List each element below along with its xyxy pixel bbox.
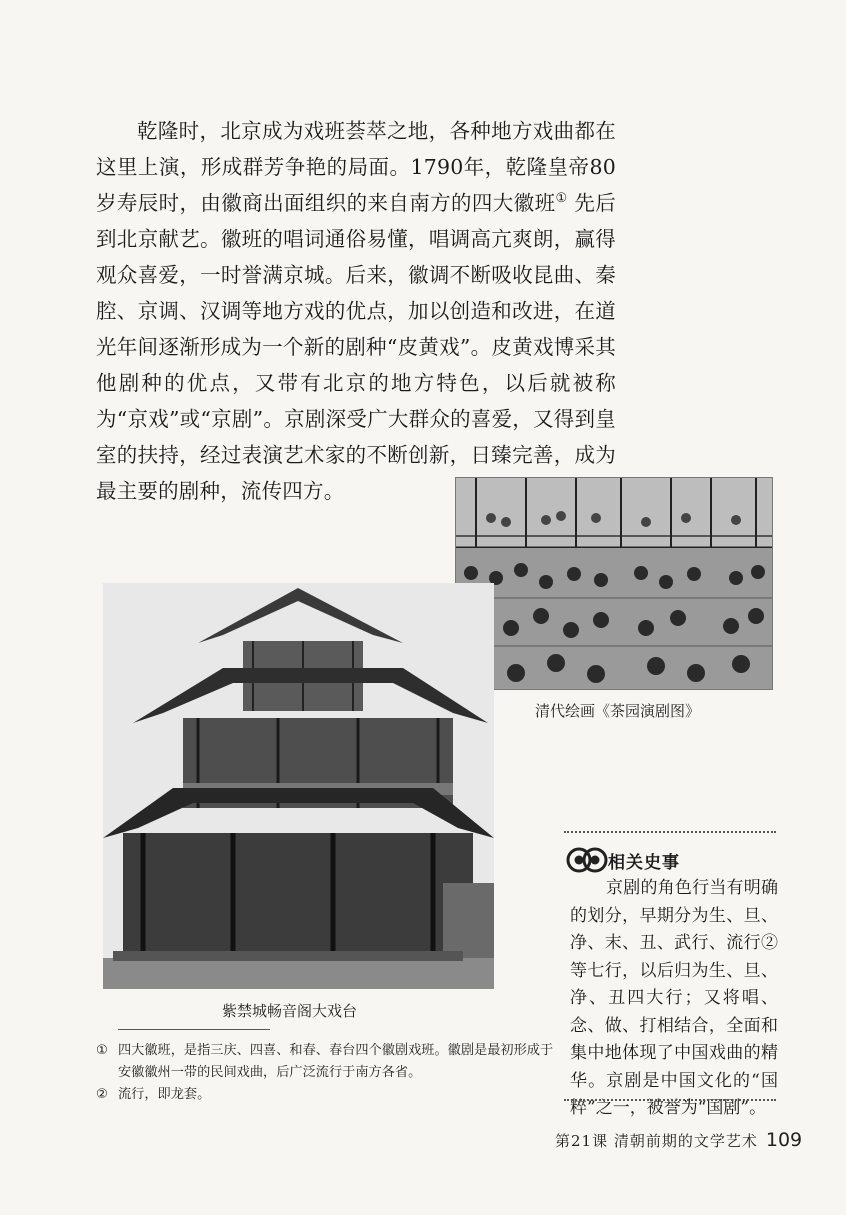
footnotes [96,1040,558,1106]
grand-stage-photo [103,583,494,989]
footnote-1-text: 四大徽班，是指三庆、四喜、和春、春台四个徽剧戏班。徽剧是最初形成于安徽徽州一带的民间戏曲，后广泛流行于南方各省。 [118,1043,554,1080]
main-text-part1: 乾隆时，北京成为戏班荟萃之地，各种地方戏曲都在这里上演，形成群芳争艳的局面。1790年，乾隆皇帝80岁寿辰时，由徽商出面组织的来自南方的四大徽班 [96,119,616,215]
footnote-1 [96,1040,558,1084]
lesson-title: 第21课 清朝前期的文学艺术 [555,1132,758,1150]
related-history-icon [566,845,608,875]
footnote-2 [96,1084,558,1106]
footnote-1-mark: ① [96,1043,108,1058]
sidebar-bottom-rule [564,1099,776,1101]
page-footer [555,1129,802,1151]
main-text-part2: 先后到北京献艺。徽班的唱词通俗易懂，唱调高亢爽朗，赢得观众喜爱，一时誉满京城。后来，徽调不断吸收昆曲、秦腔、京调、汉调等地方戏的优点，加以创造和改进，在道光年间逐渐形成为一个新的剧种“皮黄戏”。皮黄戏博采其他剧种的优点，又带有北京的地方特色，以后就被称为“京戏”或“京剧”。京剧深受广大群众的喜爱，又得到皇室的扶持，经过表演艺术家的不断创新，日臻完善，成为最主要的剧种，流传四方。 [96,191,617,503]
stage-caption: 紫禁城畅音阁大戏台 [222,1002,358,1020]
teahouse-caption: 清代绘画《茶园演剧图》 [535,702,701,720]
sidebar-body: 京剧的角色行当有明确的划分，早期分为生、旦、净、末、丑、武行、流行②等七行，以后归为生、旦、净、丑四大行；又将唱、念、做、打相结合，全面和集中地体现了中国戏曲的精华。京剧是中国文化的“国粹”之一，被誉为“国剧”。 [570,878,778,1118]
footnote-2-mark: ② [96,1087,108,1102]
page-number: 109 [765,1129,803,1151]
teahouse-painting-image [455,477,773,690]
related-history-box [564,831,778,1118]
footnote-ref-1[interactable]: ① [555,191,568,207]
footnote-2-text: 流行，即龙套。 [118,1087,211,1102]
main-paragraph [96,113,616,509]
sidebar-title: 相关史事 [608,853,680,873]
sidebar-top-rule [564,831,776,833]
footnote-divider [118,1029,270,1030]
